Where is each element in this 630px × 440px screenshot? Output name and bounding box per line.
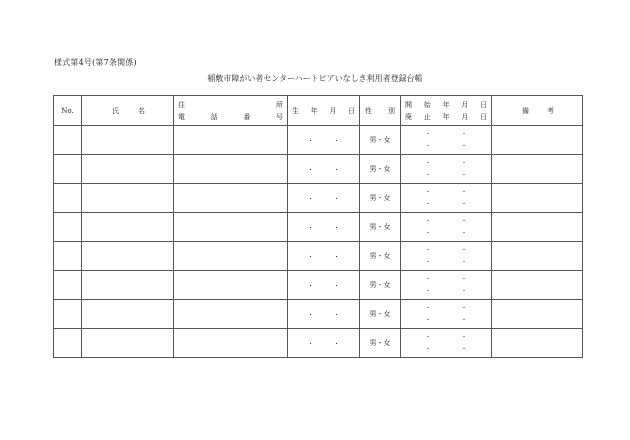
header-sex-char: 別 [388,106,395,115]
header-end-char: 年 [442,112,450,121]
end-date-separator: ・ [424,287,431,295]
dob-separator: ・ [333,311,340,319]
cell-sex[interactable] [360,329,401,358]
cell-no[interactable] [54,213,82,242]
end-date-separator: ・ [424,316,431,324]
start-date-separator: ・ [461,333,468,341]
registration-ledger-table [53,95,583,358]
cell-name[interactable] [82,300,174,329]
cell-sex[interactable] [360,184,401,213]
header-no: No. [54,96,82,126]
dob-separator: ・ [333,166,340,174]
dob-separator: ・ [307,340,314,348]
table-row [54,271,583,300]
end-date-separator: ・ [461,345,468,353]
start-date-separator: ・ [424,275,431,283]
end-date-separator: ・ [461,316,468,324]
sex-options: 男・女 [369,165,391,173]
header-start-end-date [401,96,492,126]
end-date-separator: ・ [424,200,431,208]
header-name-char: 名 [138,106,145,115]
header-start-char: 開 [405,100,412,109]
table-row [54,329,583,358]
sex-options: 男・女 [369,310,391,318]
header-dob-char: 月 [329,106,337,115]
header-address-char: 住 [178,100,185,109]
start-date-separator: ・ [461,188,468,196]
header-dob-char: 生 [292,106,299,115]
cell-dob[interactable] [288,271,360,300]
end-date-separator: ・ [461,258,468,266]
header-address-phone [174,96,288,126]
cell-dob[interactable] [288,155,360,184]
cell-sex[interactable] [360,242,401,271]
end-date-separator: ・ [424,142,431,150]
table-row [54,184,583,213]
start-date-separator: ・ [424,304,431,312]
cell-no[interactable] [54,242,82,271]
cell-name[interactable] [82,329,174,358]
cell-address-phone[interactable] [174,184,288,213]
start-date-separator: ・ [461,130,468,138]
cell-dob[interactable] [288,300,360,329]
cell-name[interactable] [82,155,174,184]
start-date-separator: ・ [461,246,468,254]
form-number: 様式第4号(第7条関係) [54,58,137,67]
start-date-separator: ・ [424,246,431,254]
end-date-separator: ・ [461,142,468,150]
cell-address-phone[interactable] [174,300,288,329]
cell-start-end-date[interactable] [401,126,492,155]
header-end-char: 月 [461,112,469,121]
header-end-char: 日 [480,112,487,121]
end-date-separator: ・ [424,345,431,353]
end-date-separator: ・ [424,258,431,266]
start-date-separator: ・ [424,159,431,167]
table-row [54,242,583,271]
start-date-separator: ・ [424,333,431,341]
sex-options: 男・女 [369,136,391,144]
cell-address-phone[interactable] [174,126,288,155]
header-row [54,96,583,126]
header-start-char: 年 [442,100,450,109]
end-date-separator: ・ [424,229,431,237]
header-name-char: 氏 [112,106,119,115]
table-row [54,213,583,242]
cell-name[interactable] [82,271,174,300]
cell-no[interactable] [54,126,82,155]
dob-separator: ・ [307,195,314,203]
table-row [54,126,583,155]
cell-no[interactable] [54,300,82,329]
cell-start-end-date[interactable] [401,155,492,184]
header-dob [288,96,360,126]
header-remarks-char: 備 [522,106,529,115]
dob-separator: ・ [307,166,314,174]
dob-separator: ・ [307,253,314,261]
cell-start-end-date[interactable] [401,242,492,271]
cell-remarks[interactable] [492,329,583,358]
header-start-char: 日 [480,100,487,109]
start-date-separator: ・ [424,130,431,138]
start-date-separator: ・ [461,275,468,283]
cell-remarks[interactable] [492,184,583,213]
header-sex [360,96,401,126]
cell-sex[interactable] [360,126,401,155]
cell-remarks[interactable] [492,271,583,300]
cell-address-phone[interactable] [174,155,288,184]
header-end-char: 止 [423,112,431,121]
dob-separator: ・ [307,311,314,319]
header-start-char: 始 [423,100,431,109]
dob-separator: ・ [333,253,340,261]
cell-remarks[interactable] [492,242,583,271]
dob-separator: ・ [333,282,340,290]
sex-options: 男・女 [369,194,391,202]
cell-no[interactable] [54,184,82,213]
end-date-separator: ・ [461,229,468,237]
header-phone-char: 話 [210,112,218,121]
cell-dob[interactable] [288,329,360,358]
cell-address-phone[interactable] [174,329,288,358]
header-name [82,96,174,126]
cell-name[interactable] [82,242,174,271]
cell-dob[interactable] [288,242,360,271]
cell-sex[interactable] [360,271,401,300]
header-dob-char: 年 [310,106,318,115]
sex-options: 男・女 [369,223,391,231]
cell-address-phone[interactable] [174,213,288,242]
header-address-char: 所 [276,100,283,109]
end-date-separator: ・ [461,287,468,295]
start-date-separator: ・ [461,217,468,225]
header-end-char: 廃 [405,112,412,121]
cell-remarks[interactable] [492,155,583,184]
cell-sex[interactable] [360,300,401,329]
start-date-separator: ・ [424,188,431,196]
table-row [54,300,583,329]
header-dob-char: 日 [347,106,355,115]
start-date-separator: ・ [461,304,468,312]
cell-dob[interactable] [288,126,360,155]
header-start-char: 月 [461,100,469,109]
cell-start-end-date[interactable] [401,300,492,329]
dob-separator: ・ [307,224,314,232]
table-body [54,126,583,358]
header-remarks-char: 考 [547,106,554,115]
header-remarks [492,96,583,126]
cell-no[interactable] [54,329,82,358]
dob-separator: ・ [307,137,314,145]
sex-options: 男・女 [369,281,391,289]
cell-address-phone[interactable] [174,242,288,271]
end-date-separator: ・ [461,200,468,208]
cell-start-end-date[interactable] [401,184,492,213]
cell-name[interactable] [82,213,174,242]
sex-options: 男・女 [369,252,391,260]
dob-separator: ・ [333,195,340,203]
cell-start-end-date[interactable] [401,213,492,242]
cell-no[interactable] [54,155,82,184]
cell-dob[interactable] [288,213,360,242]
header-phone-char: 号 [275,112,283,121]
dob-separator: ・ [333,340,340,348]
end-date-separator: ・ [424,171,431,179]
header-phone-char: 番 [243,112,251,121]
cell-no[interactable] [54,271,82,300]
cell-dob[interactable] [288,184,360,213]
cell-remarks[interactable] [492,213,583,242]
header-sex-char: 性 [365,106,372,115]
cell-name[interactable] [82,126,174,155]
dob-separator: ・ [333,224,340,232]
cell-name[interactable] [82,184,174,213]
cell-address-phone[interactable] [174,271,288,300]
header-phone-char: 電 [178,112,185,121]
dob-separator: ・ [333,137,340,145]
start-date-separator: ・ [424,217,431,225]
cell-sex[interactable] [360,213,401,242]
cell-sex[interactable] [360,155,401,184]
start-date-separator: ・ [461,159,468,167]
cell-remarks[interactable] [492,126,583,155]
cell-start-end-date[interactable] [401,329,492,358]
table-header [54,96,583,126]
dob-separator: ・ [307,282,314,290]
document-title: 稲敷市障がい者センターハートピアいなしき利用者登録台帳 [207,74,423,83]
cell-start-end-date[interactable] [401,271,492,300]
sex-options: 男・女 [369,339,391,347]
end-date-separator: ・ [461,171,468,179]
table-row [54,155,583,184]
cell-remarks[interactable] [492,300,583,329]
